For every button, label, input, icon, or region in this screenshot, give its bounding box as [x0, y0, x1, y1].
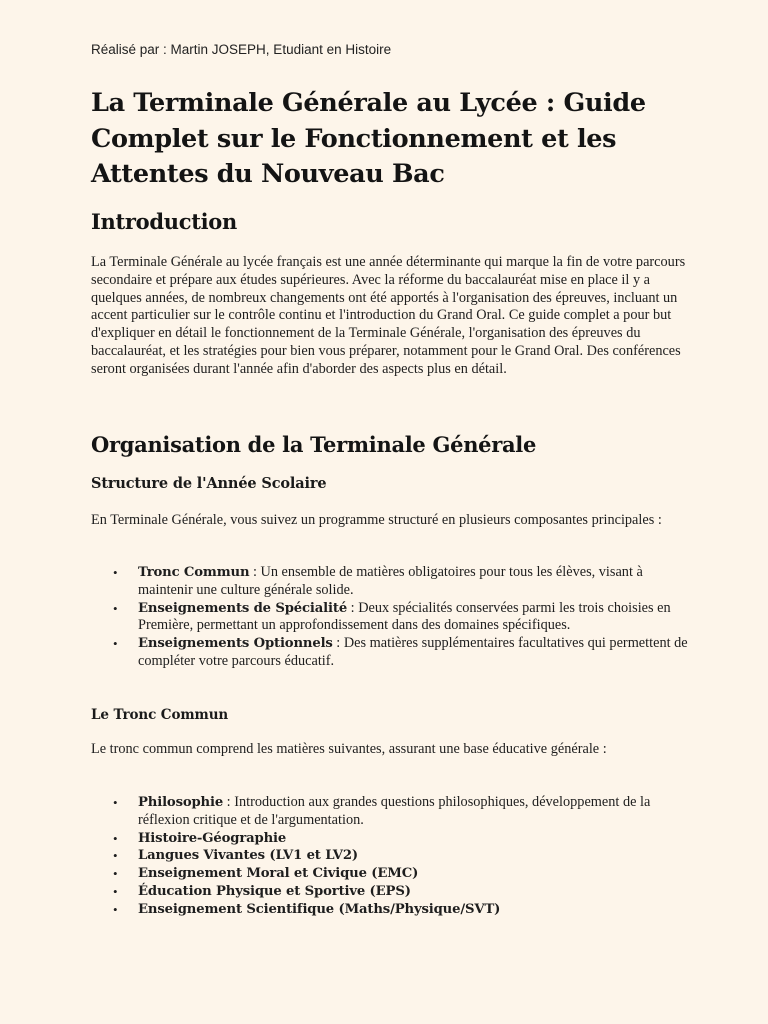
introduction-heading: Introduction [91, 209, 237, 234]
introduction-paragraph: La Terminale Générale au lycée français est une année déterminante qui marque la fin de votre parcours secondaire et prépare aux études supérieures. Avec la réforme du baccalauréat mise en place il y a quelques années, de nombreux changements ont été apportés à l'organisation des épreuves, incluant un accent particulier sur le contrôle continu et l'introduction du Grand Oral. Ce guide complet a pour but d'expliquer en détail le fonctionnement de la Terminale Générale, l'organisation des épreuves du baccalauréat, et les stratégies pour bien vous préparer, notamment pour le Grand Oral. Des conférences seront organisées durant l'année afin d'aborder des aspects plus en détail. [91, 254, 686, 377]
list-item [91, 564, 691, 600]
list-item [91, 901, 691, 919]
list-item [91, 635, 691, 671]
organisation-heading: Organisation de la Terminale Générale [91, 432, 537, 457]
list-item-text: : Des matières supplémentaires facultatives qui permettent de compléter votre parcours éducatif. [138, 635, 688, 669]
list-item-term: Philosophie [138, 795, 224, 810]
list-item [91, 865, 691, 883]
list-item-term: Enseignement Scientifique (Maths/Physique/SVT) [138, 901, 501, 917]
structure-intro: En Terminale Générale, vous suivez un programme structuré en plusieurs composantes principales : [91, 512, 662, 528]
list-item-term: Langues Vivantes (LV1 et LV2) [138, 848, 358, 864]
list-item [91, 847, 691, 865]
tronc-commun-list [91, 794, 691, 919]
list-item-term: Enseignements Optionnels [138, 636, 333, 652]
list-item-text: : Un ensemble de matières obligatoires pour tous les élèves, visant à maintenir une culture générale solide. [138, 564, 643, 598]
list-item [91, 830, 691, 848]
list-item-term: Enseignements de Spécialité [138, 600, 348, 616]
list-item [91, 883, 691, 901]
list-item [91, 600, 691, 636]
structure-list [91, 564, 691, 671]
list-item-text: : Deux spécialités conservées parmi les trois choisies en Première, permettant un approfondissement dans des domaines spécifiques. [138, 599, 671, 634]
list-item [91, 794, 691, 830]
document-title: La Terminale Générale au Lycée : Guide Complet sur le Fonctionnement et les Attentes du Nouveau Bac [91, 88, 646, 189]
list-item-term: Enseignement Moral et Civique (EMC) [138, 866, 419, 882]
tronc-commun-heading: Le Tronc Commun [91, 707, 229, 723]
author-line: Réalisé par : Martin JOSEPH, Etudiant en Histoire [91, 42, 392, 57]
list-item-term: Tronc Commun [138, 565, 250, 580]
list-item-term: Histoire-Géographie [138, 830, 287, 846]
list-item-text: : Introduction aux grandes questions philosophiques, développement de la réflexion critique et de l'argumentation. [138, 794, 651, 828]
structure-heading: Structure de l'Année Scolaire [91, 475, 327, 492]
tronc-commun-intro: Le tronc commun comprend les matières suivantes, assurant une base éducative générale : [91, 741, 607, 757]
list-item-term: Éducation Physique et Sportive (EPS) [138, 883, 411, 899]
